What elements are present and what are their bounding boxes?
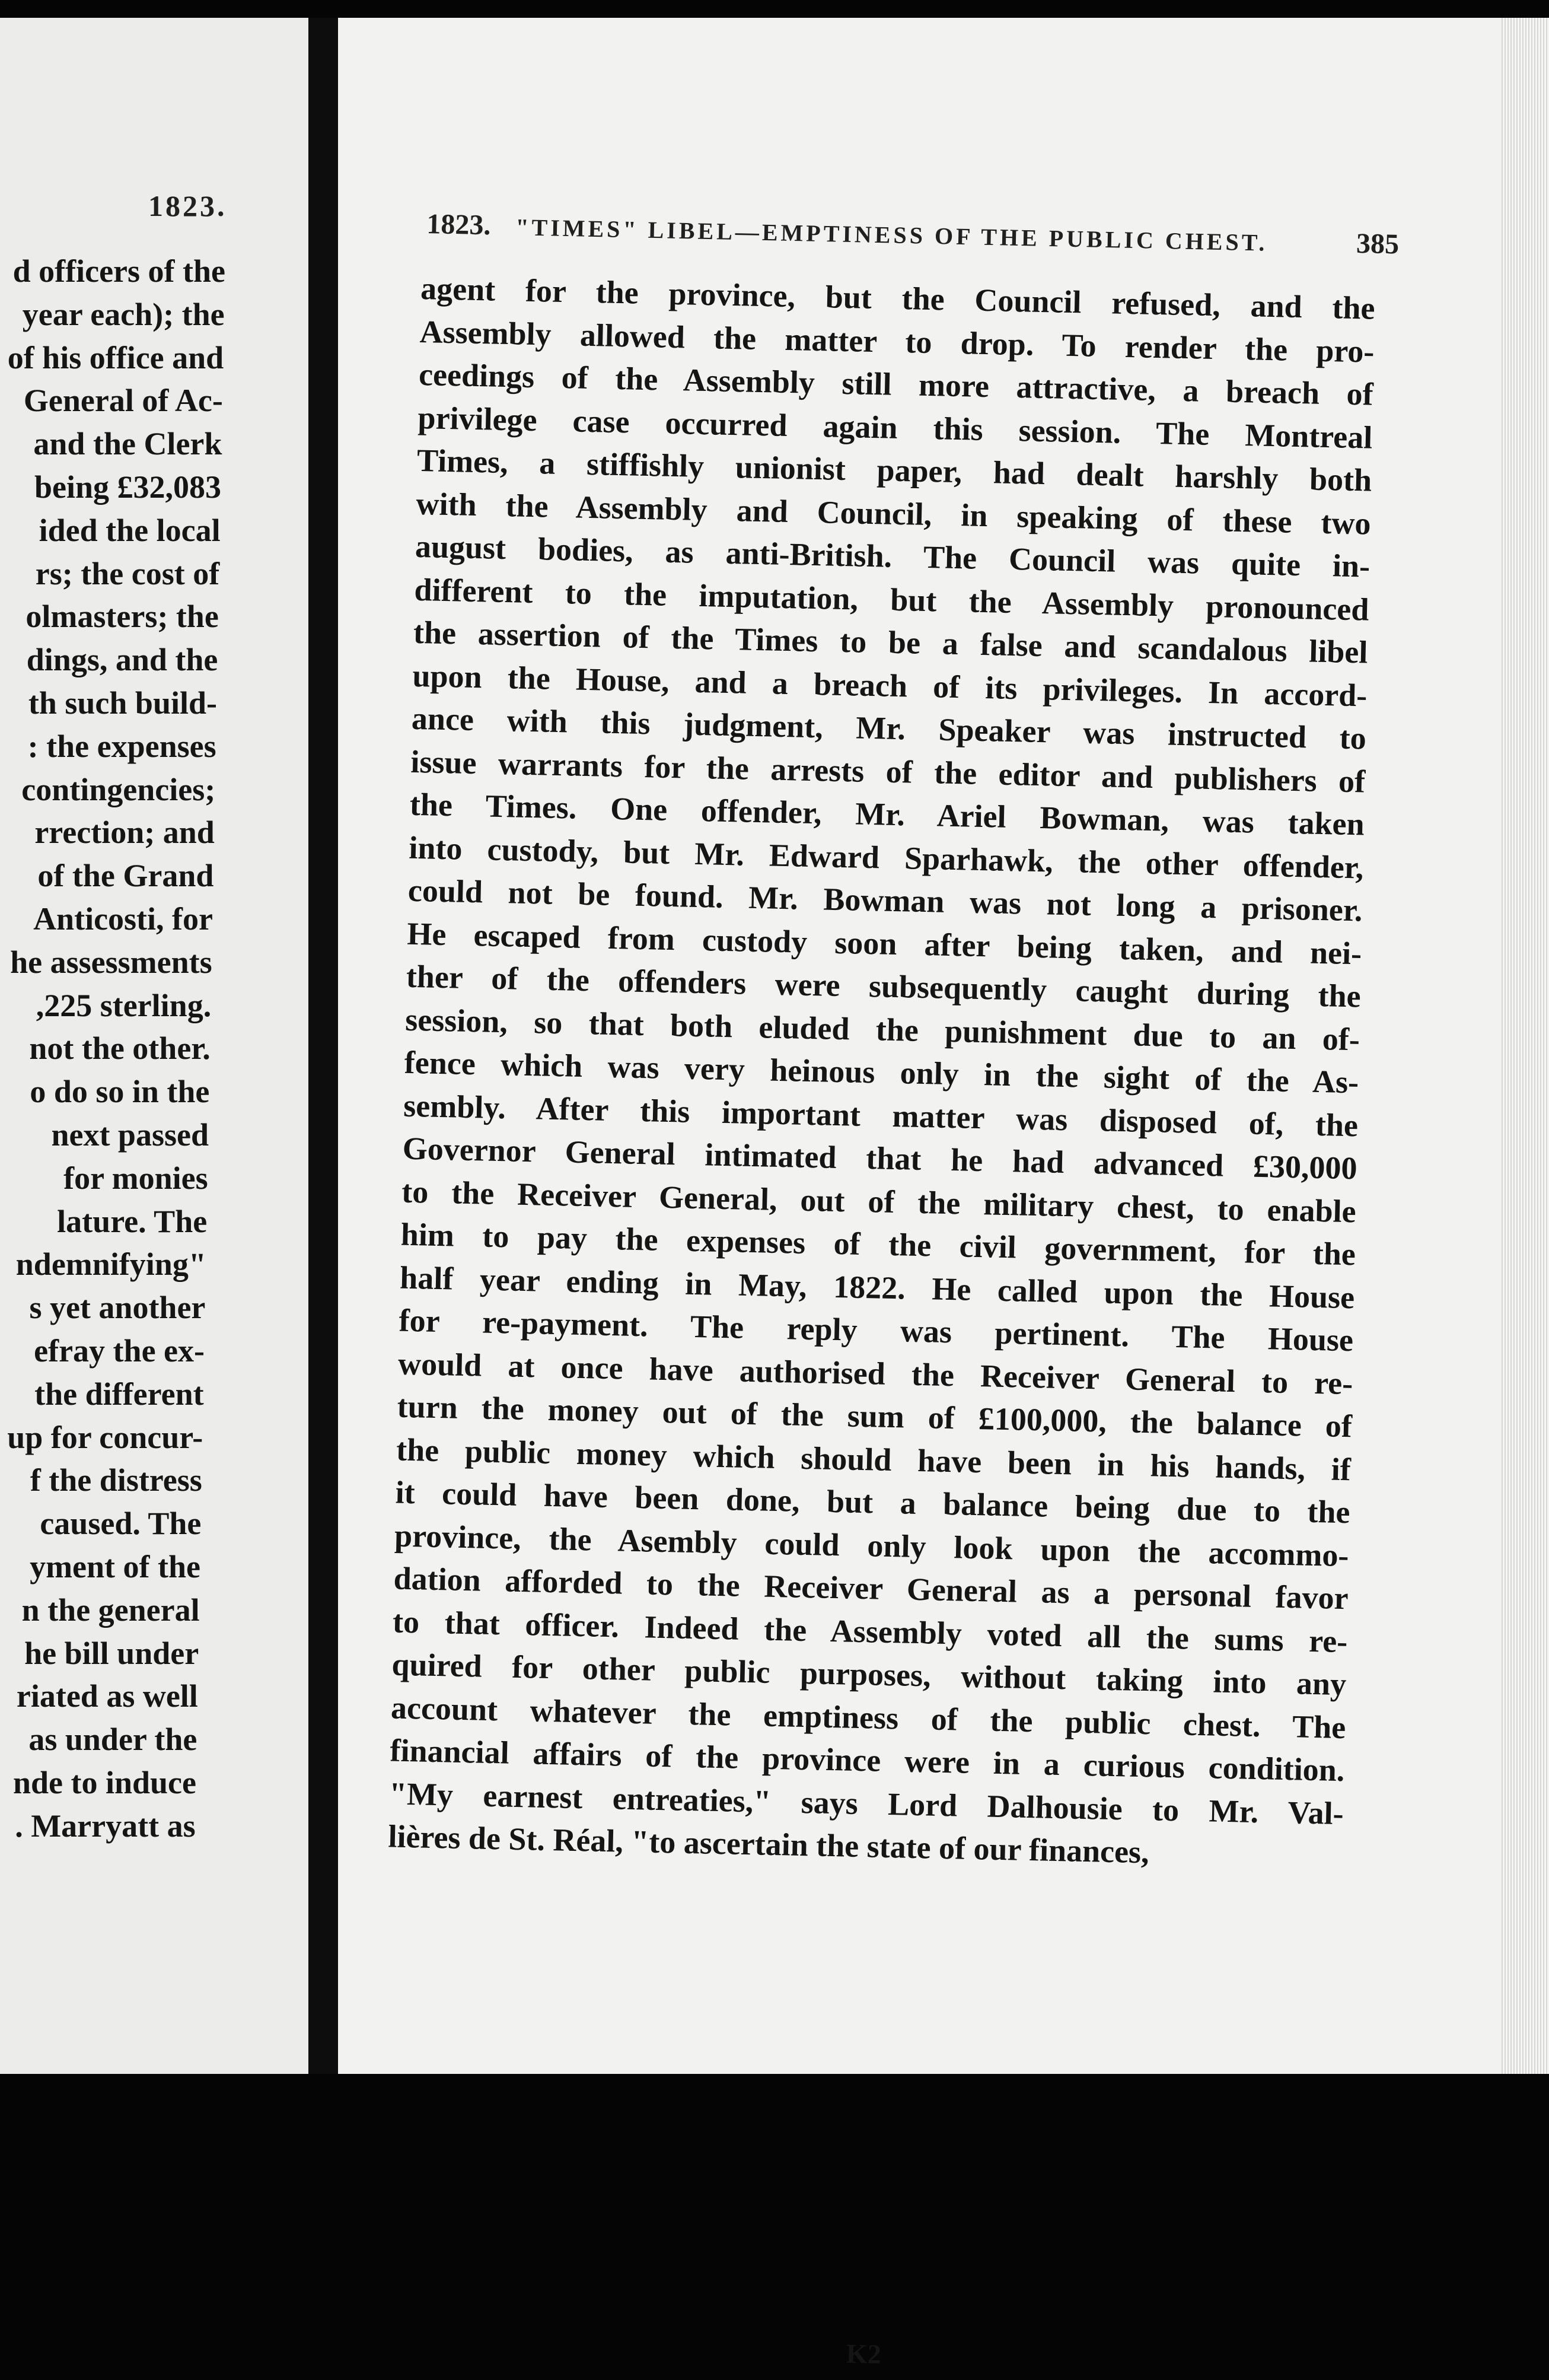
- text-line: quired for other public purposes, without taking into any: [391, 1646, 1347, 1703]
- left-text-line: Anticosti, for: [33, 901, 213, 937]
- signature-mark: K2: [846, 2338, 882, 2370]
- text-line: turn the money out of the sum of £100,000, the balance of: [397, 1388, 1353, 1444]
- left-text-line: o do so in the: [30, 1074, 210, 1110]
- text-line: sembly. After this important matter was disposed of, the: [403, 1087, 1359, 1143]
- left-text-line: rs; the cost of: [35, 555, 220, 591]
- text-line: to the Receiver General, out of the military chest, to enable: [401, 1173, 1357, 1229]
- left-text-line: riated as well: [16, 1678, 198, 1714]
- text-line: it could have been done, but a balance being due to the: [395, 1474, 1351, 1531]
- text-line: him to pay the expenses of the civil government, for the: [400, 1216, 1356, 1272]
- left-text-line: . Marryatt as: [15, 1808, 196, 1844]
- text-line: issue warrants for the arrests of the editor and publishers of: [410, 743, 1366, 800]
- text-line: with the Assembly and Council, in speaking of these two: [416, 485, 1372, 542]
- text-line: dation afforded to the Receiver General as a personal favor: [393, 1560, 1349, 1617]
- text-line: lières de St. Réal, "to ascertain the state of our finances,: [387, 1818, 1150, 1870]
- running-head-year: 1823.: [426, 208, 491, 241]
- text-line: for re-payment. The reply was pertinent. The House: [399, 1302, 1354, 1358]
- text-line: privilege case occurred again this session. The Montreal: [417, 399, 1373, 456]
- left-text-line: lature. The: [57, 1203, 208, 1239]
- left-page: [0, 18, 308, 2074]
- left-text-line: next passed: [51, 1117, 209, 1153]
- left-text-line: efray the ex-: [34, 1333, 205, 1369]
- right-page: [338, 18, 1549, 2370]
- text-line: the assertion of the Times to be a false and scandalous libel: [413, 614, 1368, 670]
- text-line: into custody, but Mr. Edward Sparhawk, the other offender,: [408, 829, 1364, 885]
- left-text-line: ndemnifying": [15, 1246, 206, 1283]
- left-text-line: caused. The: [40, 1506, 202, 1542]
- page-number: 385: [1356, 227, 1400, 260]
- running-head-title: "TIMES" LIBEL—EMPTINESS OF THE PUBLIC CHEST.: [515, 214, 1268, 256]
- left-text-line: nde to induce: [12, 1765, 196, 1800]
- text-line: ance with this judgment, Mr. Speaker was instructed to: [411, 700, 1367, 756]
- left-text-line: the different: [34, 1376, 204, 1412]
- left-text-line: dings, and the: [26, 642, 218, 678]
- left-text-line: General of Ac-: [23, 383, 223, 419]
- text-line: would at once have authorised the Receiver General to re-: [397, 1345, 1353, 1401]
- left-text-line: d officers of the: [12, 253, 225, 289]
- left-text-line: of his office and: [7, 339, 224, 376]
- text-line: He escaped from custody soon after being taken, and nei-: [406, 915, 1362, 971]
- left-text-line: rrection; and: [34, 814, 215, 851]
- left-text-line: of the Grand: [37, 858, 214, 894]
- text-line: ceedings of the Assembly still more attractive, a breach of: [418, 356, 1374, 412]
- body-text: [387, 267, 1376, 2370]
- running-head: [426, 208, 1400, 263]
- text-line: Times, a stiffishly unionist paper, had dealt harshly both: [416, 442, 1372, 498]
- left-text-line: up for concur-: [7, 1419, 203, 1455]
- left-text-line: for monies: [63, 1160, 208, 1196]
- left-text-line: as under the: [28, 1722, 197, 1758]
- text-line: session, so that both eluded the punishment due to an of-: [404, 1001, 1360, 1057]
- left-page-number: 1823.: [148, 189, 227, 222]
- left-text-line: and the Clerk: [33, 426, 222, 462]
- text-line: the Times. One offender, Mr. Ariel Bowman, was taken: [409, 786, 1365, 842]
- left-text-line: f the distress: [30, 1462, 202, 1498]
- text-line: the public money which should have been in his hands, if: [396, 1431, 1352, 1487]
- text-line: agent for the province, but the Council refused, and the: [420, 270, 1376, 326]
- text-line: province, the Asembly could only look upon the accommo-: [394, 1517, 1350, 1573]
- text-line: upon the House, and a breach of its privileges. In accord-: [412, 657, 1368, 714]
- left-text-line: n the general: [21, 1592, 200, 1628]
- left-text-line: th such build-: [28, 685, 217, 721]
- text-line: Governor General intimated that he had advanced £30,000: [402, 1130, 1358, 1186]
- left-text-line: he assessments: [10, 944, 212, 980]
- text-line: fence which was very heinous only in the sight of the As-: [404, 1044, 1359, 1100]
- text-line: different to the imputation, but the Assembly pronounced: [413, 571, 1370, 628]
- text-line: to that officer. Indeed the Assembly voted all the sums re-: [392, 1603, 1348, 1659]
- left-text-line: ided the local: [39, 512, 221, 548]
- text-line: financial affairs of the province were in a curious condition.: [389, 1732, 1345, 1789]
- left-text-line: year each); the: [22, 296, 225, 332]
- book-gutter: [308, 18, 338, 2074]
- left-text-line: olmasters; the: [26, 599, 219, 635]
- page-edges: [1502, 18, 1549, 2074]
- text-line: half year ending in May, 1822. He called upon the House: [399, 1259, 1355, 1315]
- left-text-line: contingencies;: [21, 771, 216, 807]
- left-text-line: s yet another: [29, 1290, 206, 1326]
- text-line: account whatever the emptiness of the public chest. The: [390, 1689, 1346, 1745]
- text-line: "My earnest entreaties," says Lord Dalhousie to Mr. Val-: [388, 1775, 1344, 1831]
- text-line: Assembly allowed the matter to drop. To render the pro-: [419, 313, 1375, 370]
- left-text-line: : the expenses: [27, 728, 216, 764]
- left-text-line: ,225 sterling.: [36, 987, 212, 1023]
- text-line: august bodies, as anti-British. The Council was quite in-: [415, 528, 1370, 584]
- left-text-line: he bill under: [24, 1635, 199, 1671]
- text-line: ther of the offenders were subsequently caught during the: [406, 958, 1362, 1014]
- text-line: could not be found. Mr. Bowman was not long a prisoner.: [407, 872, 1363, 928]
- left-text-line: not the other.: [29, 1030, 211, 1067]
- left-text-line: yment of the: [30, 1549, 200, 1584]
- left-text-line: being £32,083: [34, 469, 221, 505]
